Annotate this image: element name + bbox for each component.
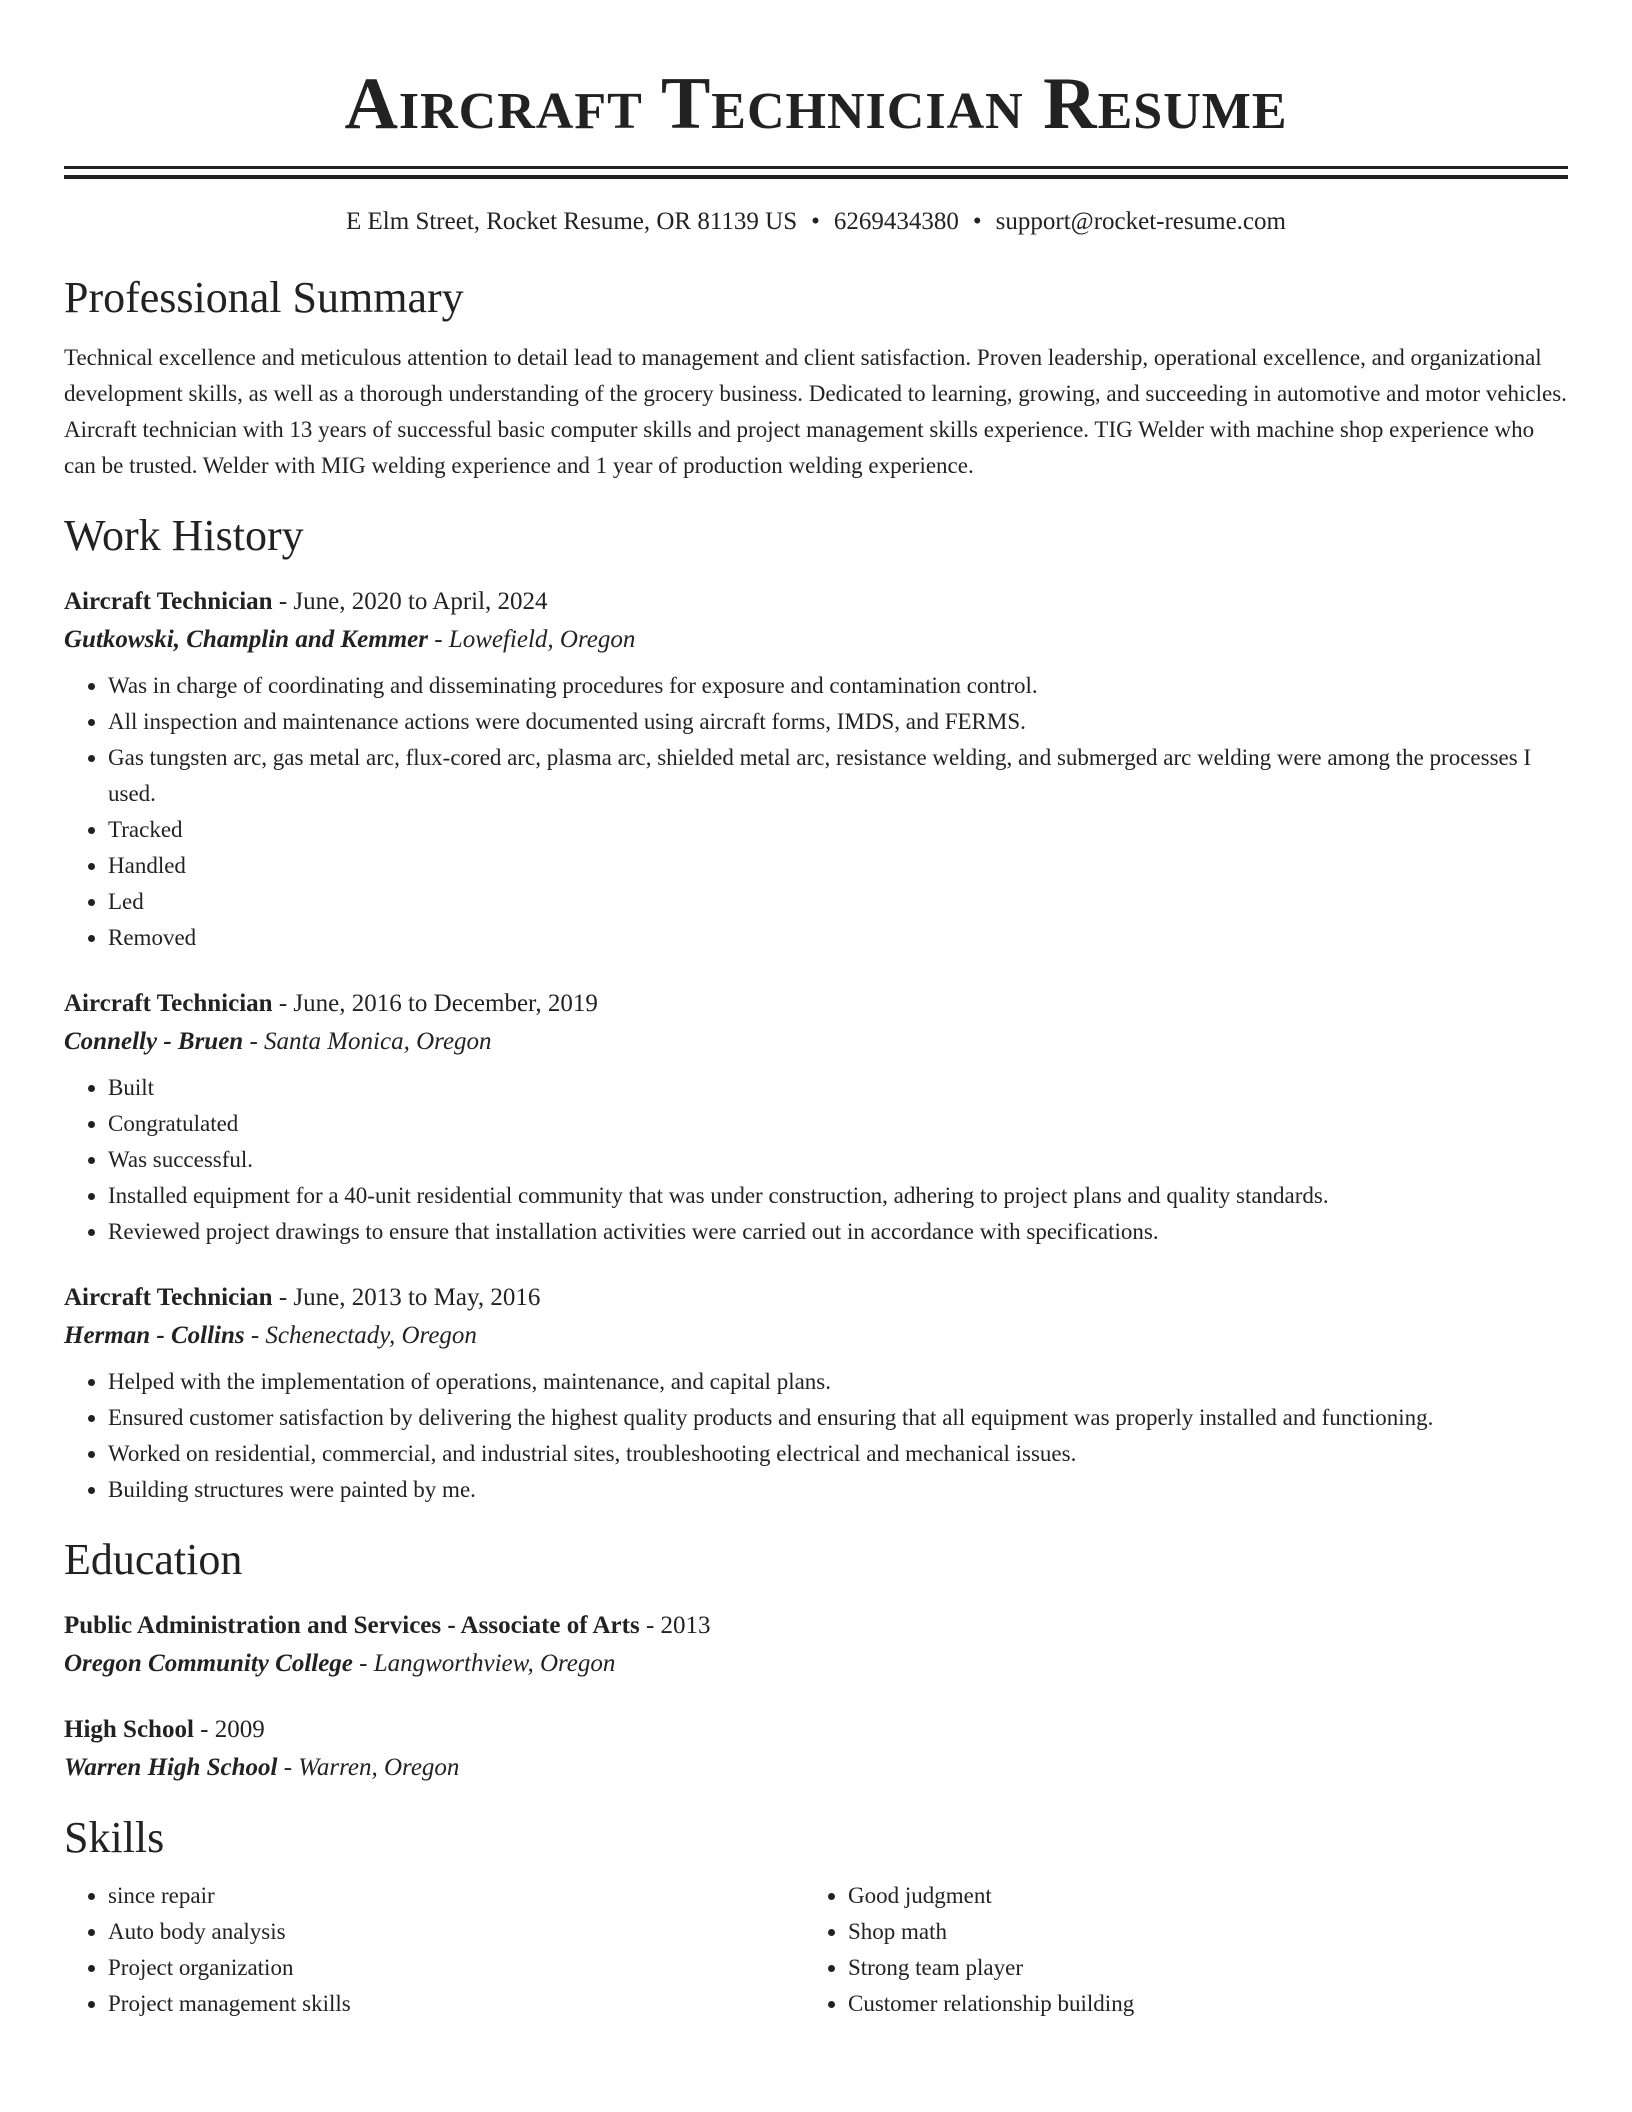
job-header [64,988,1568,1020]
skills-heading: Skills [64,1813,165,1862]
job-location: - Santa Monica, Oregon [243,1028,492,1055]
summary-heading: Professional Summary [64,273,464,322]
job-bullets [64,1364,1568,1508]
job-bullet: • Installed equipment for a 40-unit residential community that was under construction, adhering to project plans and quality standards. [108,1178,1568,1214]
skill-item: • since repair [108,1878,804,1914]
education-header [64,1610,1568,1642]
education-school: Oregon Community College [64,1650,353,1677]
job-bullets [64,668,1568,956]
education-year: - 2009 [193,1716,265,1743]
job-bullet: • Tracked [108,812,1568,848]
job-bullet: • Led [108,884,1568,920]
job-bullet: • Was successful. [108,1142,1568,1178]
job-company: Connelly - Bruen [64,1028,244,1055]
job-entry [64,586,1568,956]
page-title: Aircraft Technician Resume [344,63,1288,145]
job-header [64,1282,1568,1314]
education-school-line [64,1648,1568,1680]
job-bullet: • All inspection and maintenance actions were documented using aircraft forms, IMDS, and FERMS. [108,704,1568,740]
job-location: - Schenectady, Oregon [244,1322,477,1349]
education-location: - Warren, Oregon [277,1754,460,1781]
education-entry [64,1714,1568,1784]
skill-item: • Project organization [108,1950,804,1986]
job-dates: - June, 2013 to May, 2016 [272,1284,541,1311]
job-employer [64,1026,1568,1058]
education-heading: Education [64,1535,243,1584]
skill-item: • Strong team player [848,1950,1544,1986]
job-location: - Lowefield, Oregon [427,626,636,653]
skills-list [64,1878,1568,2022]
job-bullet: • Removed [108,920,1568,956]
job-dates: - June, 2020 to April, 2024 [272,588,548,615]
skills-bullets [64,1878,804,2022]
job-bullet: • Worked on residential, commercial, and industrial sites, troubleshooting electrical and mechanical issues. [108,1436,1568,1472]
job-bullets [64,1070,1568,1250]
skills-column-right [804,1878,1544,2022]
job-header [64,586,1568,618]
skills-bullets [804,1878,1544,2022]
skill-item: • Project management skills [108,1986,804,2022]
job-bullet: • Building structures were painted by me. [108,1472,1568,1508]
job-bullet: • Congratulated [108,1106,1568,1142]
job-title: Aircraft Technician [64,1284,273,1311]
job-dates: - June, 2016 to December, 2019 [272,990,598,1017]
education-degree: Public Administration and Services - Associate of Arts [64,1612,640,1639]
job-bullet: • Built [108,1070,1568,1106]
job-entry [64,988,1568,1250]
job-employer [64,1320,1568,1352]
education-header [64,1714,1568,1746]
skill-item: • Good judgment [848,1878,1544,1914]
education-location: - Langworthview, Oregon [352,1650,616,1677]
work-history-heading: Work History [64,511,304,560]
job-bullet: • Helped with the implementation of operations, maintenance, and capital plans. [108,1364,1568,1400]
education-degree: High School [64,1716,194,1743]
summary-text: Technical excellence and meticulous attention to detail lead to management and client satisfaction. Proven leadership, operational excellence, and organizational development skills, as well as a thorough understanding of the grocery business. Dedicated to learning, growing, and succeeding in automotive and motor vehicles. Aircraft technician with 13 years of successful basic computer skills and project management skills experience. TIG Welder with machine shop experience who can be trusted. Welder with MIG welding experience and 1 year of production welding experience. [64,345,1567,478]
job-company: Gutkowski, Champlin and Kemmer [64,626,428,653]
job-bullet: • Handled [108,848,1568,884]
job-bullet: • Ensured customer satisfaction by delivering the highest quality products and ensuring that all equipment was properly installed and functioning. [108,1400,1568,1436]
skill-item: • Auto body analysis [108,1914,804,1950]
education-entry [64,1610,1568,1680]
title-divider-bottom [64,175,1568,179]
job-employer [64,624,1568,656]
contact-address: E Elm Street, Rocket Resume, OR 81139 US [346,208,798,235]
job-bullet: • Gas tungsten arc, gas metal arc, flux-cored arc, plasma arc, shielded metal arc, resistance welding, and submerged arc welding were among the processes I used. [108,740,1568,812]
contact-separator: • [811,208,820,235]
contact-line [64,207,1568,237]
job-company: Herman - Collins [64,1322,245,1349]
job-entry [64,1282,1568,1508]
contact-email: support@rocket-resume.com [995,208,1286,235]
job-title: Aircraft Technician [64,990,273,1017]
education-year: - 2013 [639,1612,711,1639]
skill-item: • Shop math [848,1914,1544,1950]
title-divider-top [64,166,1568,169]
contact-separator: • [972,208,982,235]
job-bullet: • Reviewed project drawings to ensure that installation activities were carried out in accordance with specifications. [108,1214,1568,1250]
education-school: Warren High School [64,1754,278,1781]
education-school-line [64,1752,1568,1784]
skills-column-left [64,1878,804,2022]
job-title: Aircraft Technician [64,588,273,615]
resume-page [64,0,1568,2022]
job-bullet: • Was in charge of coordinating and disseminating procedures for exposure and contamination control. [108,668,1568,704]
skill-item: • Customer relationship building [848,1986,1544,2022]
contact-phone: 6269434380 [833,208,959,235]
